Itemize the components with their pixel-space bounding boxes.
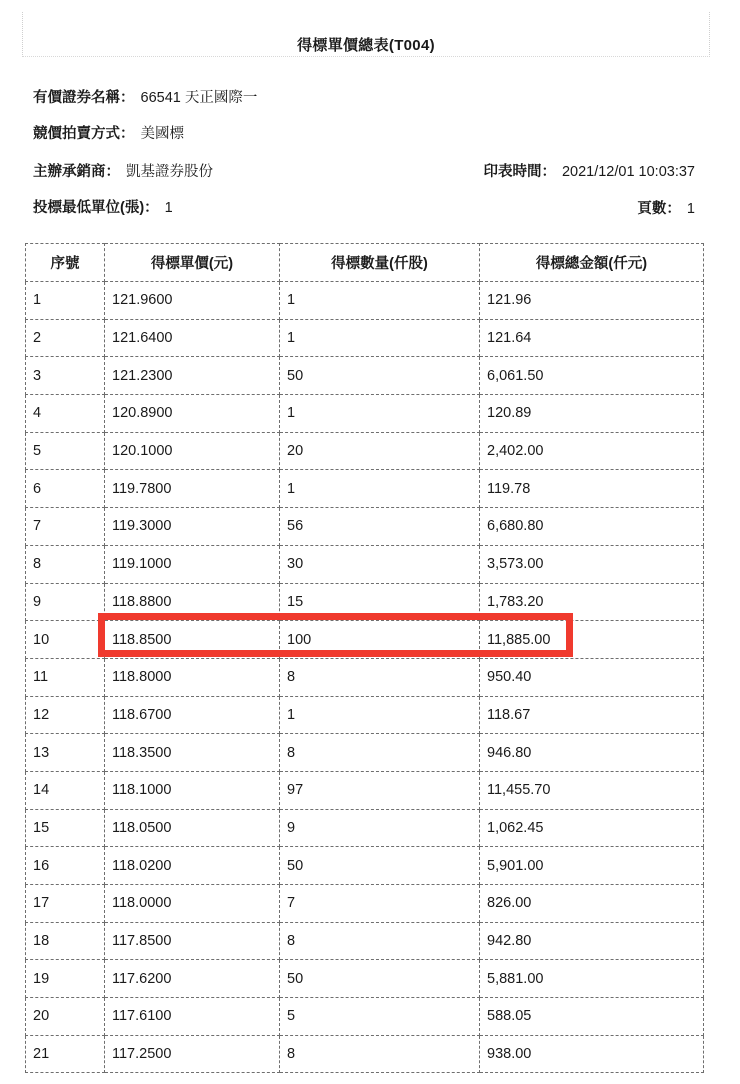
cell-total-amount: 1,783.20 (480, 583, 704, 621)
cell-quantity: 15 (280, 583, 480, 621)
cell-seq: 10 (26, 621, 105, 659)
cell-quantity: 1 (280, 696, 480, 734)
cell-seq: 15 (26, 809, 105, 847)
table-row (26, 282, 704, 320)
cell-total-amount: 2,402.00 (480, 432, 704, 470)
cell-quantity: 1 (280, 395, 480, 433)
cell-quantity: 50 (280, 357, 480, 395)
table-row (26, 885, 704, 923)
cell-quantity: 9 (280, 809, 480, 847)
cell-seq: 8 (26, 545, 105, 583)
cell-total-amount: 588.05 (480, 998, 704, 1036)
table-row (26, 545, 704, 583)
min-unit-value: 1 (164, 200, 173, 216)
cell-quantity: 8 (280, 1035, 480, 1073)
cell-total-amount: 121.96 (480, 282, 704, 320)
cell-total-amount: 1,062.45 (480, 809, 704, 847)
cell-seq: 21 (26, 1035, 105, 1073)
cell-seq: 3 (26, 357, 105, 395)
header-total-amount: 得標總金額(仟元) (480, 244, 704, 282)
underwriter-field (33, 160, 213, 181)
table-row (26, 583, 704, 621)
cell-total-amount: 118.67 (480, 696, 704, 734)
cell-unit-price: 118.0200 (105, 847, 280, 885)
winning-bids-table (25, 243, 704, 1073)
table-row (26, 847, 704, 885)
table-row (26, 960, 704, 998)
cell-seq: 5 (26, 432, 105, 470)
cell-seq: 1 (26, 282, 105, 320)
cell-total-amount: 6,061.50 (480, 357, 704, 395)
cell-quantity: 1 (280, 319, 480, 357)
cell-quantity: 7 (280, 885, 480, 923)
cell-unit-price: 117.2500 (105, 1035, 280, 1073)
cell-seq: 16 (26, 847, 105, 885)
cell-total-amount: 11,885.00 (480, 621, 704, 659)
cell-unit-price: 120.1000 (105, 432, 280, 470)
cell-total-amount: 5,901.00 (480, 847, 704, 885)
table-row (26, 771, 704, 809)
header-quantity: 得標數量(仟股) (280, 244, 480, 282)
cell-seq: 9 (26, 583, 105, 621)
cell-unit-price: 117.6100 (105, 998, 280, 1036)
table-row (26, 470, 704, 508)
table-row (26, 809, 704, 847)
auction-method-value: 美國標 (140, 126, 184, 142)
table-row (26, 998, 704, 1036)
header-unit-price: 得標單價(元) (105, 244, 280, 282)
table-row (26, 1035, 704, 1073)
page-number-label: 頁數： (637, 201, 681, 217)
cell-unit-price: 118.8500 (105, 621, 280, 659)
print-time-label: 印表時間： (483, 164, 556, 180)
cell-total-amount: 3,573.00 (480, 545, 704, 583)
cell-quantity: 8 (280, 922, 480, 960)
cell-unit-price: 121.6400 (105, 319, 280, 357)
cell-total-amount: 6,680.80 (480, 508, 704, 546)
cell-unit-price: 118.0500 (105, 809, 280, 847)
table-row (26, 922, 704, 960)
cell-total-amount: 120.89 (480, 395, 704, 433)
cell-unit-price: 118.8800 (105, 583, 280, 621)
cell-quantity: 8 (280, 658, 480, 696)
table-row (26, 432, 704, 470)
security-name-field (33, 86, 257, 107)
cell-unit-price: 117.6200 (105, 960, 280, 998)
cell-total-amount: 942.80 (480, 922, 704, 960)
cell-quantity: 8 (280, 734, 480, 772)
cell-seq: 4 (26, 395, 105, 433)
underwriter-value: 凱基證券股份 (126, 164, 213, 180)
cell-quantity: 100 (280, 621, 480, 659)
cell-seq: 13 (26, 734, 105, 772)
security-name-value: 66541 天正國際一 (140, 90, 258, 106)
cell-seq: 18 (26, 922, 105, 960)
security-name-label: 有價證券名稱： (33, 90, 135, 106)
cell-seq: 12 (26, 696, 105, 734)
cell-total-amount: 938.00 (480, 1035, 704, 1073)
auction-method-label: 競價拍賣方式： (33, 126, 135, 142)
page-number-value: 1 (686, 201, 695, 217)
cell-seq: 11 (26, 658, 105, 696)
cell-quantity: 1 (280, 470, 480, 508)
table-row (26, 696, 704, 734)
cell-unit-price: 119.3000 (105, 508, 280, 546)
header-seq: 序號 (26, 244, 105, 282)
print-time-field (483, 160, 695, 181)
cell-seq: 19 (26, 960, 105, 998)
cell-quantity: 50 (280, 960, 480, 998)
cell-quantity: 97 (280, 771, 480, 809)
cell-seq: 7 (26, 508, 105, 546)
cell-unit-price: 121.2300 (105, 357, 280, 395)
cell-unit-price: 118.6700 (105, 696, 280, 734)
table-row (26, 357, 704, 395)
cell-unit-price: 118.3500 (105, 734, 280, 772)
underwriter-label: 主辦承銷商： (33, 164, 120, 180)
min-unit-field (33, 196, 173, 217)
print-time-value: 2021/12/01 10:03:37 (561, 164, 695, 180)
document-title: 得標單價總表(T004) (297, 37, 435, 54)
cell-unit-price: 118.0000 (105, 885, 280, 923)
cell-unit-price: 118.1000 (105, 771, 280, 809)
cell-total-amount: 950.40 (480, 658, 704, 696)
cell-total-amount: 5,881.00 (480, 960, 704, 998)
cell-total-amount: 119.78 (480, 470, 704, 508)
cell-total-amount: 946.80 (480, 734, 704, 772)
cell-total-amount: 11,455.70 (480, 771, 704, 809)
auction-method-field (33, 122, 184, 143)
cell-unit-price: 117.8500 (105, 922, 280, 960)
cell-quantity: 56 (280, 508, 480, 546)
cell-unit-price: 121.9600 (105, 282, 280, 320)
table-row (26, 734, 704, 772)
table-row (26, 621, 704, 659)
cell-seq: 14 (26, 771, 105, 809)
cell-unit-price: 120.8900 (105, 395, 280, 433)
cell-quantity: 1 (280, 282, 480, 320)
table-row (26, 658, 704, 696)
min-unit-label: 投標最低單位(張)： (33, 200, 159, 216)
table-row (26, 319, 704, 357)
cell-total-amount: 121.64 (480, 319, 704, 357)
cell-quantity: 5 (280, 998, 480, 1036)
cell-unit-price: 118.8000 (105, 658, 280, 696)
cell-seq: 17 (26, 885, 105, 923)
table-row (26, 395, 704, 433)
cell-quantity: 50 (280, 847, 480, 885)
cell-quantity: 30 (280, 545, 480, 583)
cell-unit-price: 119.1000 (105, 545, 280, 583)
table-row (26, 508, 704, 546)
cell-seq: 6 (26, 470, 105, 508)
cell-seq: 2 (26, 319, 105, 357)
page-number-field (637, 197, 695, 218)
table-header-row (26, 244, 704, 282)
cell-quantity: 20 (280, 432, 480, 470)
title-frame (22, 12, 710, 57)
cell-seq: 20 (26, 998, 105, 1036)
cell-unit-price: 119.7800 (105, 470, 280, 508)
cell-total-amount: 826.00 (480, 885, 704, 923)
